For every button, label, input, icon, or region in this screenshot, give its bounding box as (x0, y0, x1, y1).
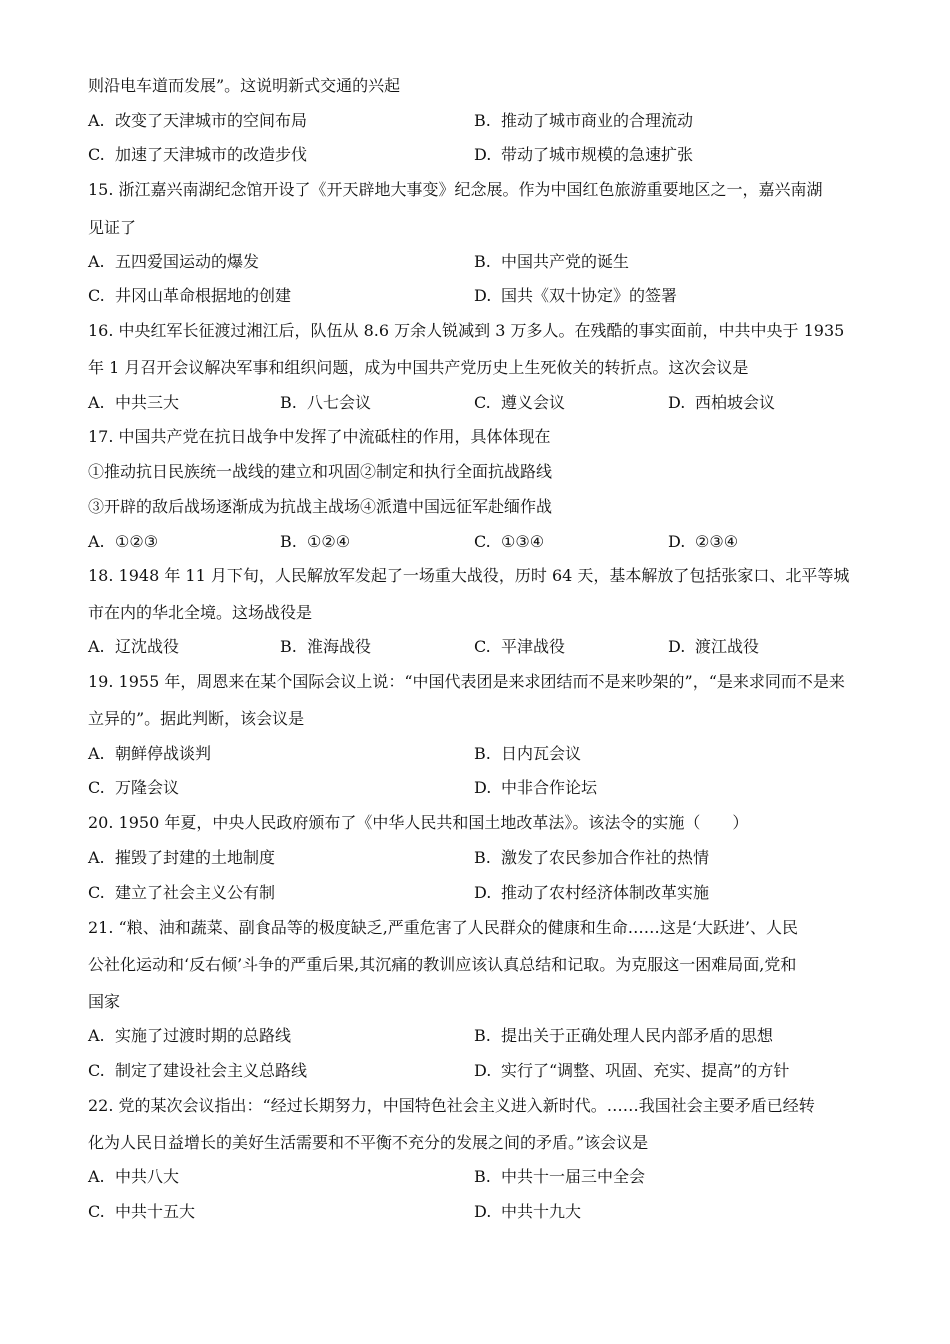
q15-option-d-letter: D. (474, 286, 492, 305)
q16-option-b (280, 393, 371, 413)
q17-stem-line2: ①推动抗日民族统一战线的建立和巩固②制定和执行全面抗战路线 (88, 462, 553, 481)
q21-option-a-letter: A. (88, 1026, 105, 1045)
q19-option-a-text: 朝鲜停战谈判 (115, 744, 212, 763)
q15-option-b (474, 252, 629, 272)
q16-option-d-text: 西柏坡会议 (695, 393, 776, 412)
q14-option-a (88, 111, 307, 131)
q19-option-d-text: 中非合作论坛 (501, 778, 598, 797)
q15-option-d (474, 286, 677, 306)
q21-stem-line2: 公社化运动和‘反右倾’斗争的严重后果,其沉痛的教训应该认真总结和记取。为克服这一困难局面,党和 (88, 955, 797, 974)
q15-option-a-text: 五四爱国运动的爆发 (115, 252, 260, 271)
q20-option-c-letter: C. (88, 883, 105, 902)
q14-option-c (88, 145, 307, 165)
q18-option-c-text: 平津战役 (501, 637, 566, 656)
q16-option-b-letter: B. (280, 393, 297, 412)
q20-option-b (474, 848, 709, 868)
q22-option-a-text: 中共八大 (115, 1167, 180, 1186)
q14-option-d (474, 145, 693, 165)
q18-stem-line1: 18. 1948 年 11 月下旬，人民解放军发起了一场重大战役，历时 64 天，基本解放了包括张家口、北平等城 (88, 566, 850, 585)
q20-option-b-letter: B. (474, 848, 491, 867)
q15-stem-line2: 见证了 (88, 218, 137, 237)
q21-option-c (88, 1061, 307, 1081)
q15-option-a-letter: A. (88, 252, 105, 271)
q18-option-c-letter: C. (474, 637, 491, 656)
q14-option-c-letter: C. (88, 145, 105, 164)
q22-option-b-text: 中共十一届三中全会 (501, 1167, 646, 1186)
q22-option-d-text: 中共十九大 (501, 1202, 582, 1221)
q21-option-d (474, 1061, 789, 1081)
q19-option-d (474, 778, 597, 798)
q15-option-b-text: 中国共产党的诞生 (501, 252, 630, 271)
q19-option-b-text: 日内瓦会议 (501, 744, 582, 763)
q15-option-c (88, 286, 291, 306)
q22-option-b-letter: B. (474, 1167, 491, 1186)
q17-option-a-letter: A. (88, 532, 105, 551)
q20-option-b-text: 激发了农民参加合作社的热情 (501, 848, 710, 867)
q19-option-c-text: 万隆会议 (115, 778, 180, 797)
q17-option-c-text: ①③④ (501, 532, 545, 551)
q14-option-d-letter: D. (474, 145, 492, 164)
q19-option-b-letter: B. (474, 744, 491, 763)
q17-option-d (668, 532, 738, 552)
q22-stem-line2: 化为人民日益增长的美好生活需要和不平衡不充分的发展之间的矛盾。”该会议是 (88, 1133, 649, 1152)
q22-option-d-letter: D. (474, 1202, 492, 1221)
q22-option-a (88, 1167, 179, 1187)
q22-option-c-letter: C. (88, 1202, 105, 1221)
q16-option-c-letter: C. (474, 393, 491, 412)
q21-option-c-text: 制定了建设社会主义总路线 (115, 1061, 308, 1080)
q18-option-b (280, 637, 371, 657)
q20-option-c-text: 建立了社会主义公有制 (115, 883, 276, 902)
q21-option-b (474, 1026, 773, 1046)
q22-option-c (88, 1202, 195, 1222)
q19-option-a-letter: A. (88, 744, 105, 763)
q21-stem-line3: 国家 (88, 992, 121, 1011)
q16-option-d (668, 393, 775, 413)
q22-option-a-letter: A. (88, 1167, 105, 1186)
q16-option-a-letter: A. (88, 393, 105, 412)
q17-stem-line3: ③开辟的敌后战场逐渐成为抗战主战场④派遣中国远征军赴缅作战 (88, 497, 553, 516)
q20-option-d-text: 推动了农村经济体制改革实施 (501, 883, 710, 902)
q15-option-c-letter: C. (88, 286, 105, 305)
q17-option-d-text: ②③④ (695, 532, 739, 551)
q15-option-c-text: 井冈山革命根据地的创建 (115, 286, 292, 305)
q17-option-d-letter: D. (668, 532, 686, 551)
q18-option-b-text: 淮海战役 (307, 637, 372, 656)
q19-option-c-letter: C. (88, 778, 105, 797)
q19-option-a (88, 744, 211, 764)
q16-stem-line1: 16. 中央红军长征渡过湘江后，队伍从 8.6 万余人锐减到 3 万多人。在残酷的事实面前，中共中央于 1935 (88, 321, 845, 340)
q18-option-b-letter: B. (280, 637, 297, 656)
q19-option-d-letter: D. (474, 778, 492, 797)
q14-option-d-text: 带动了城市规模的急速扩张 (501, 145, 694, 164)
q17-option-a (88, 532, 158, 552)
q21-option-d-letter: D. (474, 1061, 492, 1080)
q15-option-d-text: 国共《双十协定》的签署 (501, 286, 678, 305)
q17-option-b-text: ①②④ (307, 532, 351, 551)
q18-option-a-letter: A. (88, 637, 105, 656)
q19-option-b (474, 744, 581, 764)
q15-stem-line1: 15. 浙江嘉兴南湖纪念馆开设了《开天辟地大事变》纪念展。作为中国红色旅游重要地区之一，嘉兴南湖 (88, 180, 823, 199)
q19-stem-line2: 立异的”。据此判断，该会议是 (88, 709, 305, 728)
q19-option-c (88, 778, 179, 798)
q22-option-d (474, 1202, 581, 1222)
q20-stem-line1: 20. 1950 年夏，中央人民政府颁布了《中华人民共和国土地改革法》。该法令的实施（ ） (88, 813, 749, 832)
q16-option-d-letter: D. (668, 393, 686, 412)
q14-option-a-text: 改变了天津城市的空间布局 (115, 111, 308, 130)
q22-option-b (474, 1167, 645, 1187)
q16-option-c (474, 393, 565, 413)
q19-stem-line1: 19. 1955 年，周恩来在某个国际会议上说：“中国代表团是来求团结而不是来吵架的”，“是来求同而不是来 (88, 672, 845, 691)
q15-option-b-letter: B. (474, 252, 491, 271)
q16-option-a (88, 393, 179, 413)
q18-option-d (668, 637, 759, 657)
q21-option-b-letter: B. (474, 1026, 491, 1045)
q17-option-a-text: ①②③ (115, 532, 159, 551)
q20-option-a (88, 848, 275, 868)
q18-option-d-letter: D. (668, 637, 686, 656)
q22-option-c-text: 中共十五大 (115, 1202, 196, 1221)
q21-stem-line1: 21. “粮、油和蔬菜、副食品等的极度缺乏,严重危害了人民群众的健康和生命……这是‘大跃进’、人民 (88, 918, 798, 937)
q14-option-b-text: 推动了城市商业的合理流动 (501, 111, 694, 130)
q21-option-d-text: 实行了“调整、巩固、充实、提高”的方针 (501, 1061, 790, 1080)
q18-option-a-text: 辽沈战役 (115, 637, 180, 656)
q20-option-d (474, 883, 709, 903)
q14-stem-cont: 则沿电车道而发展”。这说明新式交通的兴起 (88, 76, 401, 95)
q17-option-b-letter: B. (280, 532, 297, 551)
q21-option-a-text: 实施了过渡时期的总路线 (115, 1026, 292, 1045)
q16-option-c-text: 遵义会议 (501, 393, 566, 412)
q14-option-b (474, 111, 693, 131)
q20-option-a-letter: A. (88, 848, 105, 867)
q21-option-c-letter: C. (88, 1061, 105, 1080)
q21-option-b-text: 提出关于正确处理人民内部矛盾的思想 (501, 1026, 774, 1045)
q17-option-c-letter: C. (474, 532, 491, 551)
q17-option-c (474, 532, 544, 552)
q15-option-a (88, 252, 259, 272)
q14-option-b-letter: B. (474, 111, 491, 130)
q18-option-c (474, 637, 565, 657)
q20-option-c (88, 883, 275, 903)
q21-option-a (88, 1026, 291, 1046)
q22-stem-line1: 22. 党的某次会议指出：“经过长期努力，中国特色社会主义进入新时代。……我国社会主要矛盾已经转 (88, 1096, 815, 1115)
q17-option-b (280, 532, 350, 552)
q17-stem-line1: 17. 中国共产党在抗日战争中发挥了中流砥柱的作用，具体体现在 (88, 427, 551, 446)
q20-option-a-text: 摧毁了封建的土地制度 (115, 848, 276, 867)
q14-option-a-letter: A. (88, 111, 105, 130)
q14-option-c-text: 加速了天津城市的改造步伐 (115, 145, 308, 164)
q18-option-a (88, 637, 179, 657)
q16-option-b-text: 八七会议 (307, 393, 372, 412)
q20-option-d-letter: D. (474, 883, 492, 902)
q18-option-d-text: 渡江战役 (695, 637, 760, 656)
q16-option-a-text: 中共三大 (115, 393, 180, 412)
q16-stem-line2: 年 1 月召开会议解决军事和组织问题，成为中国共产党历史上生死攸关的转折点。这次会议是 (88, 358, 749, 377)
q18-stem-line2: 市在内的华北全境。这场战役是 (88, 603, 313, 622)
